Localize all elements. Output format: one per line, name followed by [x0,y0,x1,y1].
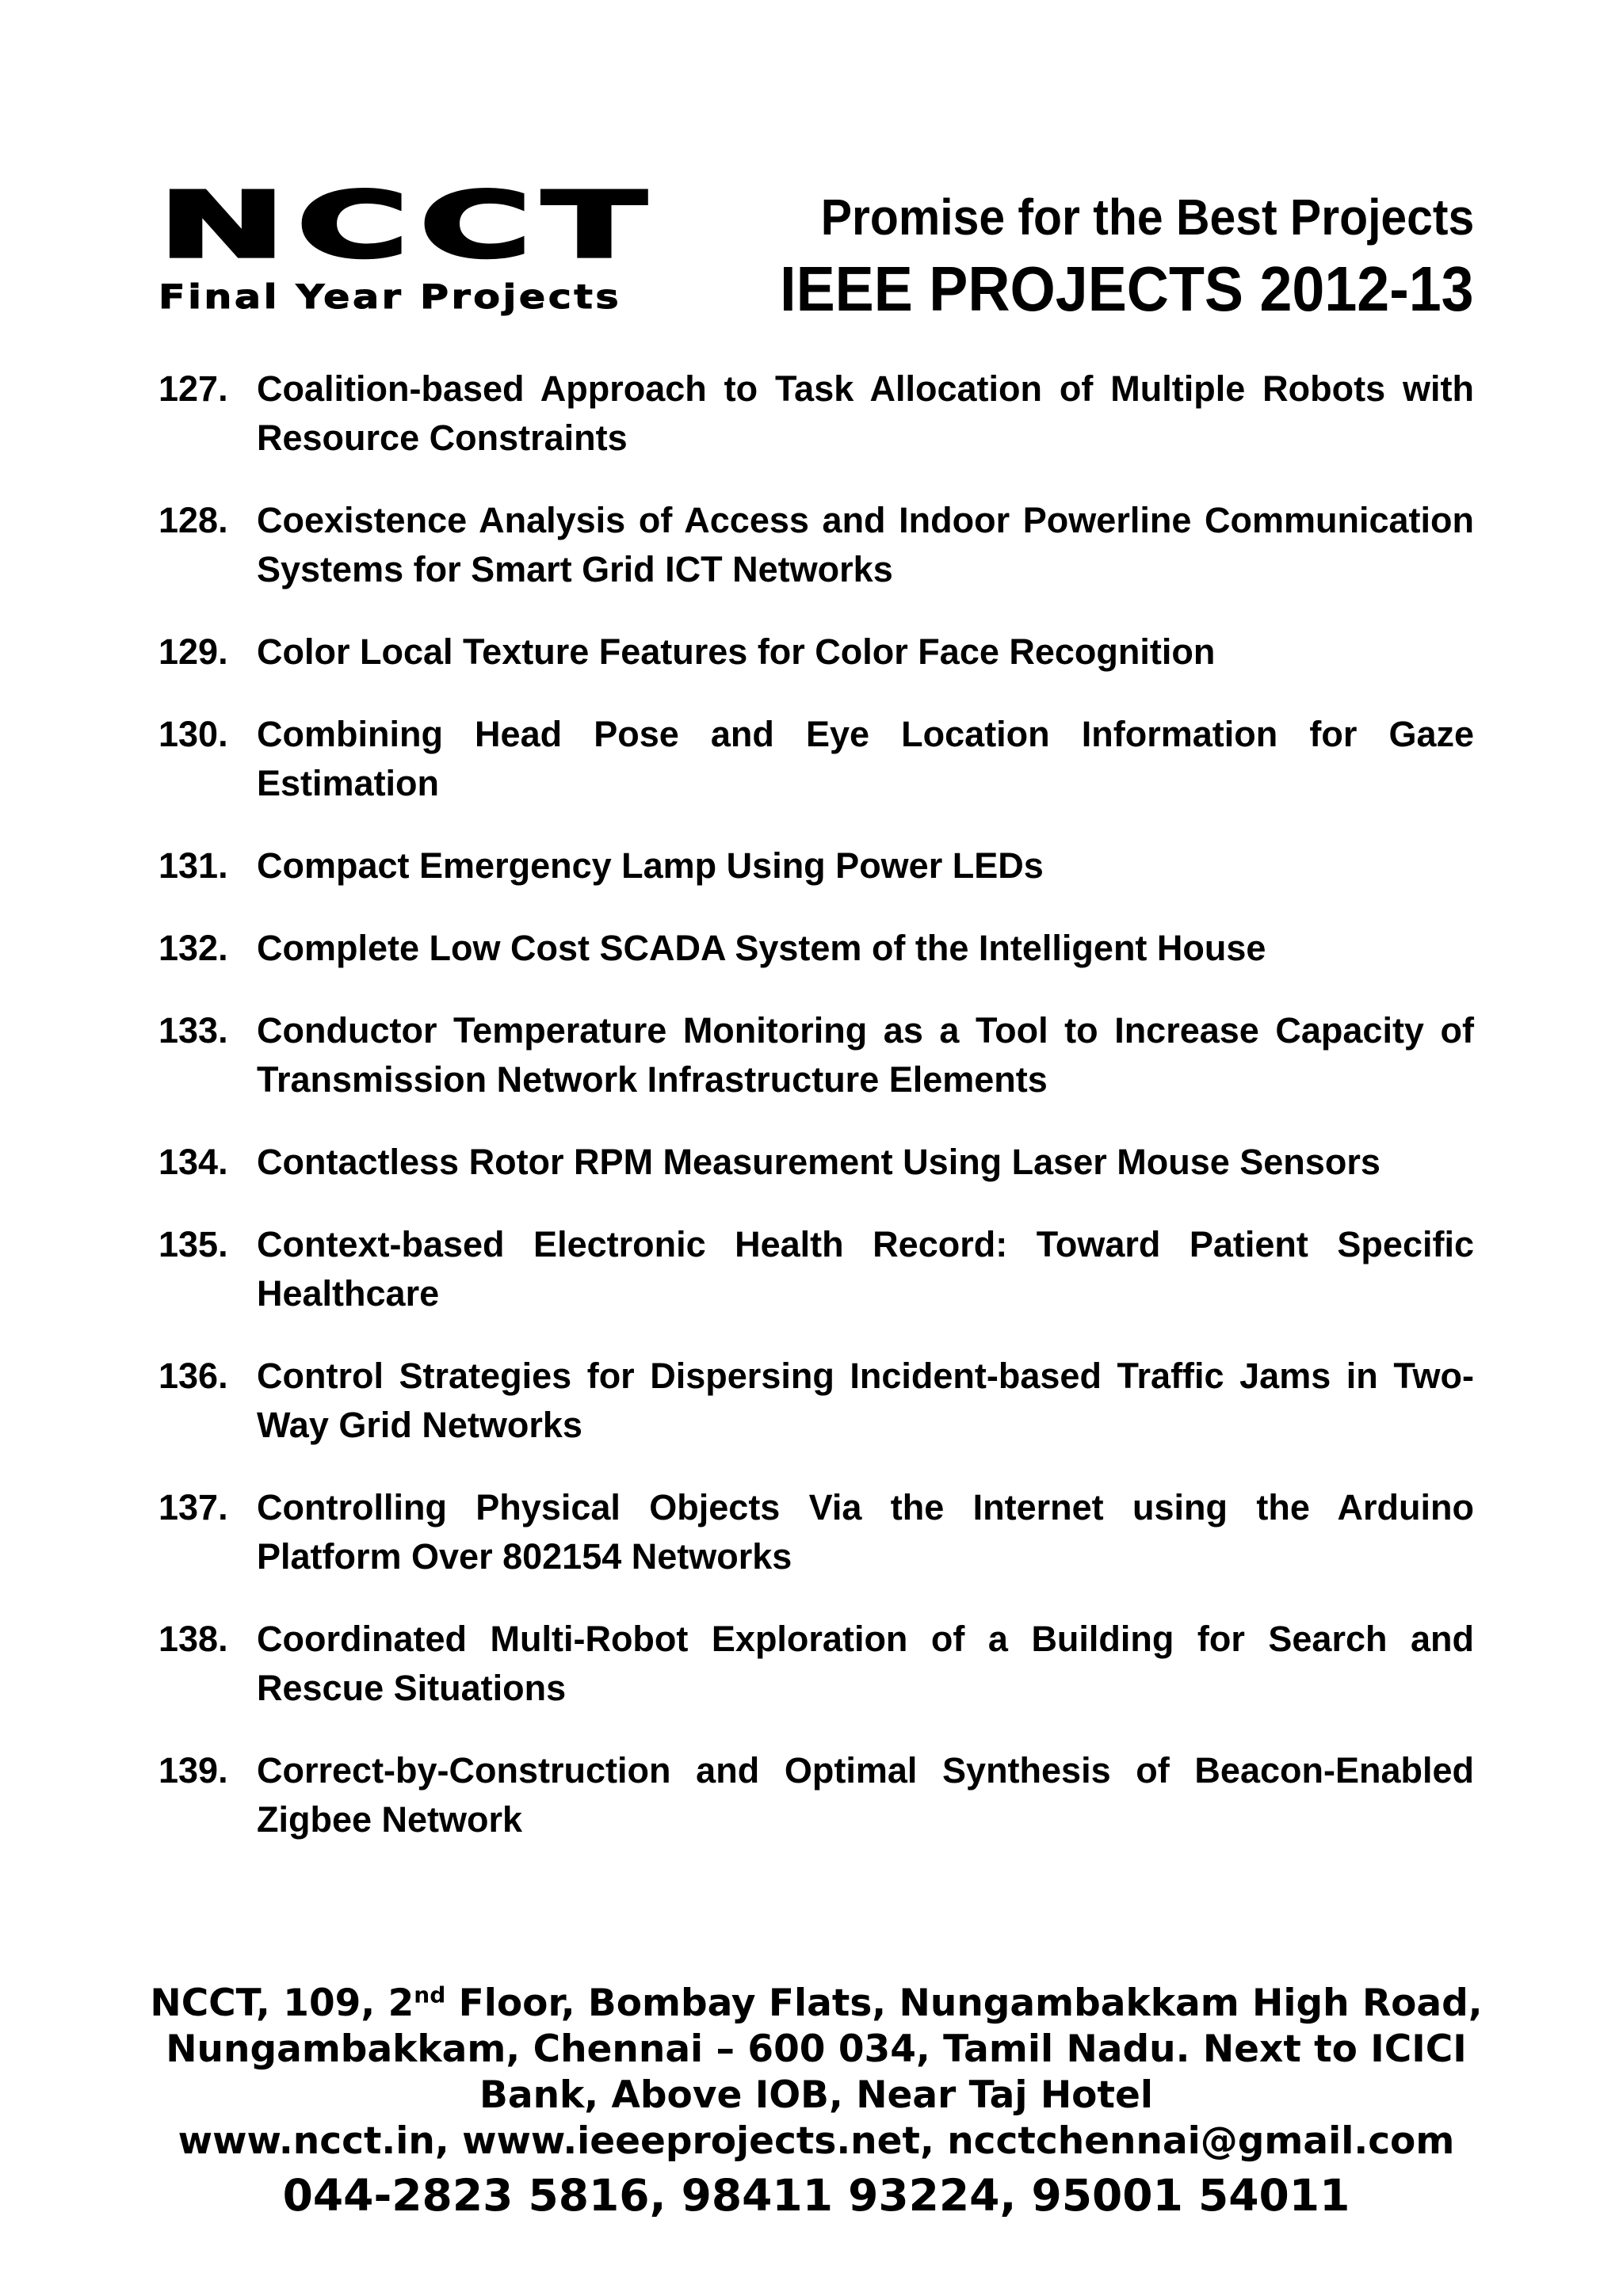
project-title: Correct-by-Construction and Optimal Synthesis of Beacon-Enabled Zigbee Network [257,1750,1474,1840]
project-number: 127. [158,368,228,409]
project-title: Contactless Rotor RPM Measurement Using Laser Mouse Sensors [257,1142,1381,1182]
list-item [158,1220,1474,1318]
project-number: 139. [158,1750,228,1791]
address-part-1: NCCT, 109, 2 [150,1981,414,2025]
list-item [158,627,1474,677]
list-item [158,364,1474,463]
list-item [158,841,1474,891]
list-item [158,1746,1474,1844]
project-title: Controlling Physical Objects Via the Internet using the Arduino Platform Over 802154 Networks [257,1487,1474,1577]
project-number: 128. [158,500,228,540]
logo-subtitle: Final Year Projects [158,277,622,316]
websites-email: www.ncct.in, www.ieeeprojects.net, ncctchennai@gmail.com [178,2119,1455,2163]
address-part-2: Floor, Bombay Flats, Nungambakkam High Road, Nungambakkam, Chennai – 600 034, Tamil Nadu. Next to ICICI Bank, Above IOB, Near Taj Hotel [166,1981,1483,2117]
page-header [158,173,1474,331]
project-number: 136. [158,1356,228,1396]
list-item [158,496,1474,594]
headline: IEEE PROJECTS 2012-13 [780,254,1474,324]
project-title: Complete Low Cost SCADA System of the Intelligent House [257,928,1266,968]
project-number: 131. [158,845,228,886]
project-list [158,364,1474,1878]
project-number: 138. [158,1619,228,1659]
list-item [158,1352,1474,1450]
list-item [158,710,1474,808]
tagline: Promise for the Best Projects [820,189,1474,246]
project-number: 130. [158,714,228,754]
project-number: 132. [158,928,228,968]
project-number: 134. [158,1142,228,1182]
project-title: Compact Emergency Lamp Using Power LEDs [257,845,1044,886]
project-title: Coexistence Analysis of Access and Indoor Powerline Communication Systems for Smart Grid ICT Networks [257,500,1474,589]
list-item [158,924,1474,973]
project-title: Coalition-based Approach to Task Allocation of Multiple Robots with Resource Constraints [257,368,1474,458]
address-ordinal-suffix: nd [414,1981,446,2008]
project-title: Combining Head Pose and Eye Location Information for Gaze Estimation [257,714,1474,803]
project-number: 129. [158,631,228,672]
list-item [158,1006,1474,1104]
address [119,1981,1514,2119]
list-item [158,1615,1474,1713]
project-title: Coordinated Multi-Robot Exploration of a Building for Search and Rescue Situations [257,1619,1474,1708]
project-title: Color Local Texture Features for Color Face Recognition [257,631,1216,672]
list-item [158,1138,1474,1187]
project-number: 133. [158,1010,228,1051]
project-title: Conductor Temperature Monitoring as a Tool to Increase Capacity of Transmission Network Infrastructure Elements [257,1010,1474,1100]
project-number: 135. [158,1224,228,1264]
list-item [158,1483,1474,1581]
ncct-logo: NCCT [158,173,658,278]
project-title: Control Strategies for Dispersing Incident-based Traffic Jams in Two-Way Grid Networks [257,1356,1474,1445]
project-title: Context-based Electronic Health Record: Toward Patient Specific Healthcare [257,1224,1474,1314]
contact-footer [119,1981,1514,2223]
phone-numbers: 044-2823 5816, 98411 93224, 95001 54011 [282,2170,1350,2221]
project-number: 137. [158,1487,228,1527]
